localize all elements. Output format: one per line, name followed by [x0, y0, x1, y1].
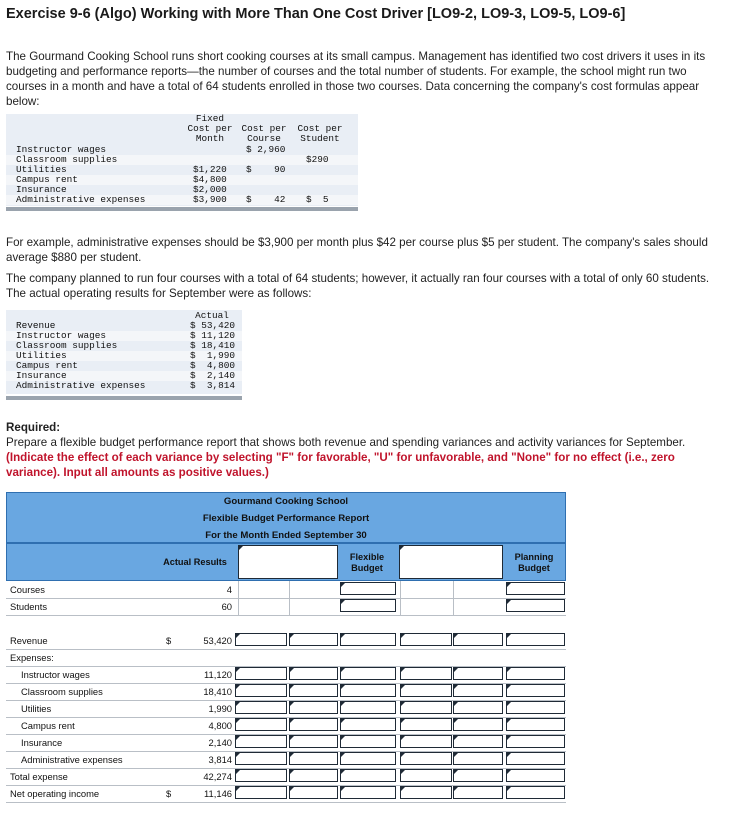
actual-row	[6, 381, 242, 391]
planning-budget-input[interactable]	[506, 735, 565, 748]
report-row-label: Campus rent	[21, 720, 75, 731]
actual-item-label: Administrative expenses	[16, 380, 146, 391]
actual-item-value: $ 3,814	[190, 380, 236, 391]
planning-budget-input[interactable]	[506, 684, 565, 697]
activity-variance-effect-select[interactable]	[453, 769, 503, 782]
actual-header: Actual	[195, 310, 229, 321]
course-cost-value: $ 2,960	[246, 144, 286, 155]
report-row-label: Expenses:	[10, 652, 54, 663]
spending-variance-effect-select[interactable]	[289, 786, 338, 799]
spending-variance-input[interactable]	[235, 786, 287, 799]
cost-item-label: Instructor wages	[16, 144, 107, 155]
report-row-label: Classroom supplies	[21, 686, 103, 697]
flexible-budget-input[interactable]	[340, 701, 396, 714]
required-text: Prepare a flexible budget performance report that shows both revenue and spending variances and activity variances for September.	[6, 436, 686, 449]
exercise-title: Exercise 9-6 (Algo) Working with More Than One Cost Driver [LO9-2, LO9-3, LO9-5, LO9-6]	[6, 6, 626, 22]
spending-variance-effect-select[interactable]	[289, 769, 338, 782]
spending-variance-input[interactable]	[235, 752, 287, 765]
cell-divider	[238, 581, 239, 598]
planning-budget-input[interactable]	[506, 633, 565, 646]
report-title-company: Gourmand Cooking School	[223, 496, 349, 507]
report-row	[6, 717, 566, 735]
cost-item-label: Classroom supplies	[16, 154, 118, 165]
activity-variance-input[interactable]	[400, 667, 452, 680]
flexible-budget-input[interactable]	[340, 582, 396, 595]
actual-result-value: 4,800	[208, 720, 232, 731]
planning-budget-input[interactable]	[506, 752, 565, 765]
report-row-label: Utilities	[21, 703, 52, 714]
example-paragraph: For example, administrative expenses should be $3,900 per month plus $42 per course plus $5 per student. The company's sales should average $880 per student.	[6, 236, 708, 264]
cost-item-label: Insurance	[16, 184, 67, 195]
intro-paragraph: The Gourmand Cooking School runs short cooking courses at its small campus. Management has identified two cost drivers it uses in its budgeting and performance reports—the number of courses and the total number of students. For example, the school might run two courses in a month and have a total of 64 students enrolled in those two courses. Data concerning the company's cost formulas appear below:	[6, 50, 706, 108]
col-actual-results: Actual Results	[163, 557, 227, 567]
spending-variance-input[interactable]	[235, 667, 287, 680]
report-row	[6, 581, 566, 599]
report-row	[6, 751, 566, 769]
flexible-budget-input[interactable]	[340, 667, 396, 680]
spending-variance-input[interactable]	[235, 718, 287, 731]
actual-result-value: 60	[221, 601, 232, 612]
col-planning-budget: Planning Budget	[514, 552, 554, 573]
course-header: Cost per Course	[241, 123, 287, 144]
activity-variance-input[interactable]	[400, 752, 452, 765]
fixed-header: Fixed Cost per Month	[187, 113, 233, 144]
spending-variance-input[interactable]	[235, 633, 287, 646]
activity-variance-effect-select[interactable]	[453, 667, 503, 680]
spending-variance-input[interactable]	[235, 684, 287, 697]
required-instruction: (Indicate the effect of each variance by selecting "F" for favorable, "U" for unfavorable, and "None" for no effect (i.e., zero variance). Input all amounts as positive values.)	[6, 451, 675, 479]
required-section	[6, 420, 718, 480]
variance-header-2-input[interactable]	[399, 545, 503, 579]
flexible-budget-input[interactable]	[340, 718, 396, 731]
planning-budget-input[interactable]	[506, 786, 565, 799]
activity-variance-input[interactable]	[400, 701, 452, 714]
actual-item-value: $ 18,410	[190, 340, 236, 351]
planning-budget-input[interactable]	[506, 701, 565, 714]
course-cost-value: $ 90	[246, 164, 286, 175]
actual-result-value: 1,990	[208, 703, 232, 714]
currency-symbol: $	[166, 635, 172, 646]
activity-variance-input[interactable]	[400, 735, 452, 748]
cell-divider	[238, 598, 239, 615]
flexible-budget-input[interactable]	[340, 752, 396, 765]
actual-item-label: Insurance	[16, 370, 67, 381]
planning-budget-input[interactable]	[506, 667, 565, 680]
cost-item-label: Administrative expenses	[16, 194, 146, 205]
cell-divider	[400, 581, 401, 598]
activity-variance-input[interactable]	[400, 633, 452, 646]
spending-variance-effect-select[interactable]	[289, 718, 338, 731]
activity-variance-input[interactable]	[400, 718, 452, 731]
student-cost-value: $ 5	[306, 194, 329, 205]
report-row	[6, 598, 566, 616]
activity-variance-input[interactable]	[400, 684, 452, 697]
actual-item-value: $ 11,120	[190, 330, 236, 341]
spending-variance-input[interactable]	[235, 701, 287, 714]
report-title-period: For the Month Ended September 30	[205, 530, 367, 541]
flexible-budget-input[interactable]	[340, 599, 396, 612]
activity-variance-input[interactable]	[400, 786, 452, 799]
cost-formulas-table	[6, 114, 358, 206]
cell-divider	[453, 598, 454, 615]
spending-variance-effect-select[interactable]	[289, 701, 338, 714]
report-row	[6, 785, 566, 803]
cell-divider	[400, 598, 401, 615]
actual-item-value: $ 2,140	[190, 370, 236, 381]
cell-divider	[453, 581, 454, 598]
report-row	[6, 768, 566, 786]
actual-item-value: $ 53,420	[190, 320, 236, 331]
spending-variance-input[interactable]	[235, 735, 287, 748]
spending-variance-effect-select[interactable]	[289, 735, 338, 748]
cost-item-label: Utilities	[16, 164, 67, 175]
spending-variance-effect-select[interactable]	[289, 684, 338, 697]
fixed-cost-value: $2,000	[193, 184, 227, 195]
course-cost-value: $ 42	[246, 194, 286, 205]
fixed-cost-value: $1,220	[193, 164, 227, 175]
activity-variance-effect-select[interactable]	[453, 735, 503, 748]
fixed-cost-value: $4,800	[193, 174, 227, 185]
report-row-label: Revenue	[10, 635, 48, 646]
planning-budget-input[interactable]	[506, 599, 565, 612]
activity-variance-effect-select[interactable]	[453, 718, 503, 731]
report-row-label: Insurance	[21, 737, 63, 748]
table-divider	[6, 207, 358, 211]
report-row-label: Administrative expenses	[21, 754, 123, 765]
report-row	[6, 700, 566, 718]
flexible-budget-input[interactable]	[340, 786, 396, 799]
actual-item-label: Instructor wages	[16, 330, 107, 341]
flexible-budget-input[interactable]	[340, 769, 396, 782]
currency-symbol: $	[166, 788, 172, 799]
required-heading: Required:	[6, 421, 61, 434]
report-row	[6, 734, 566, 752]
spending-variance-effect-select[interactable]	[289, 633, 338, 646]
planning-budget-input[interactable]	[506, 718, 565, 731]
actual-result-value: 42,274	[203, 771, 232, 782]
report-row-label: Instructor wages	[21, 669, 90, 680]
activity-variance-effect-select[interactable]	[453, 684, 503, 697]
variance-header-1-input[interactable]	[238, 545, 338, 579]
table-divider	[6, 396, 242, 400]
actual-results-table	[6, 310, 242, 394]
col-flexible-budget: Flexible Budget	[349, 552, 385, 573]
cost-item-label: Campus rent	[16, 174, 78, 185]
spending-variance-effect-select[interactable]	[289, 752, 338, 765]
spending-variance-effect-select[interactable]	[289, 667, 338, 680]
activity-variance-effect-select[interactable]	[453, 786, 503, 799]
student-cost-value: $290	[306, 154, 329, 165]
cost-formula-row	[6, 195, 358, 205]
student-header: Cost per Student	[297, 123, 343, 144]
actual-result-value: 4	[226, 584, 232, 595]
flexible-budget-input[interactable]	[340, 633, 396, 646]
report-title-name: Flexible Budget Performance Report	[202, 513, 370, 524]
activity-variance-effect-select[interactable]	[453, 752, 503, 765]
flexible-budget-input[interactable]	[340, 684, 396, 697]
actual-item-label: Campus rent	[16, 360, 78, 371]
actual-item-value: $ 4,800	[190, 360, 236, 371]
actual-result-value: 3,814	[208, 754, 232, 765]
spending-variance-input[interactable]	[235, 769, 287, 782]
cell-divider	[289, 581, 290, 598]
planning-budget-input[interactable]	[506, 582, 565, 595]
report-row-label: Courses	[10, 584, 45, 595]
actual-result-value: 2,140	[208, 737, 232, 748]
cell-divider	[289, 598, 290, 615]
actual-result-value: 18,410	[203, 686, 232, 697]
planned-paragraph: The company planned to run four courses with a total of 64 students; however, it actually ran four courses with a total of only 60 students. The actual operating results for September were as follows:	[6, 272, 710, 300]
actual-result-value: 53,420	[203, 635, 232, 646]
report-row	[6, 649, 566, 667]
activity-variance-effect-select[interactable]	[453, 701, 503, 714]
actual-result-value: 11,120	[204, 669, 232, 680]
actual-result-value: 11,146	[204, 788, 232, 799]
report-row	[6, 632, 566, 650]
actual-item-label: Revenue	[16, 320, 56, 331]
activity-variance-effect-select[interactable]	[453, 633, 503, 646]
planning-budget-input[interactable]	[506, 769, 565, 782]
fixed-cost-value: $3,900	[193, 194, 227, 205]
report-row-label: Students	[10, 601, 48, 612]
performance-report	[6, 492, 566, 803]
report-row	[6, 666, 566, 684]
activity-variance-input[interactable]	[400, 769, 452, 782]
actual-item-label: Utilities	[16, 350, 67, 361]
report-row-label: Total expense	[10, 771, 68, 782]
actual-item-label: Classroom supplies	[16, 340, 118, 351]
report-row	[6, 683, 566, 701]
flexible-budget-input[interactable]	[340, 735, 396, 748]
report-row-label: Net operating income	[10, 788, 100, 799]
actual-item-value: $ 1,990	[190, 350, 236, 361]
